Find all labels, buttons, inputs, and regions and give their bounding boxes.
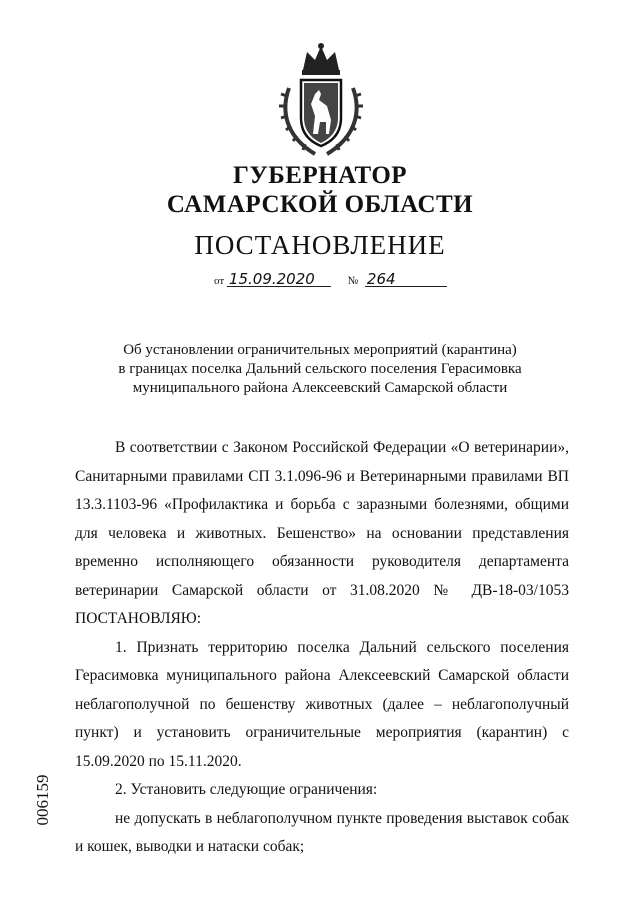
document-date: 15.09.2020 (227, 272, 331, 287)
document-subject (0, 341, 640, 398)
side-serial-number (33, 765, 53, 835)
dateline (214, 272, 447, 287)
document-number: 264 (365, 272, 447, 287)
body-paragraph: 1. Признать территорию поселка Дальний сельского поселения Герасимовка муниципального района Алексеевский Самарской области неблагополучной по бешенству животных (далее – неблагополучный пункт) и установить ограничительные мероприятия (карантин) с 15.09.2020 по 15.11.2020. (75, 638, 569, 770)
header-line1: ГУБЕРНАТОР (232, 162, 408, 189)
subject-line: муниципального района Алексеевский Самарской области (132, 380, 508, 396)
coat-of-arms-icon (275, 40, 367, 160)
header-line2: САМАРСКОЙ ОБЛАСТИ (166, 191, 474, 218)
body-paragraph: В соответствии с Законом Российской Федерации «О ветеринарии», Санитарными правилами СП 3.1.096-96 и Ветеринарными правилами ВП 13.3.1103-96 «Профилактика и борьба с заразными болезнями, общими для человека и животных. Бешенство» на основании представления временно исполняющего обязанности руководителя департамента ветеринарии Самарской области от 31.08.2020 № ДВ-18-03/1053 ПОСТАНОВЛЯЮ: (75, 439, 569, 627)
body-paragraph: не допускать в неблагополучном пункте проведения выставок собак и кошек, выводки и натаски собак; (75, 809, 569, 855)
subject-line: Об установлении ограничительных мероприятий (карантина) (123, 342, 517, 358)
document-body (75, 434, 569, 862)
date-label: от (214, 275, 225, 287)
document-type: ПОСТАНОВЛЕНИЕ (194, 230, 446, 260)
number-label: № (347, 275, 359, 287)
body-paragraph: 2. Установить следующие ограничения: (115, 781, 378, 798)
subject-line: в границах поселка Дальний сельского поселения Герасимовка (118, 361, 522, 377)
serial-number-text: 006159 (33, 774, 52, 826)
